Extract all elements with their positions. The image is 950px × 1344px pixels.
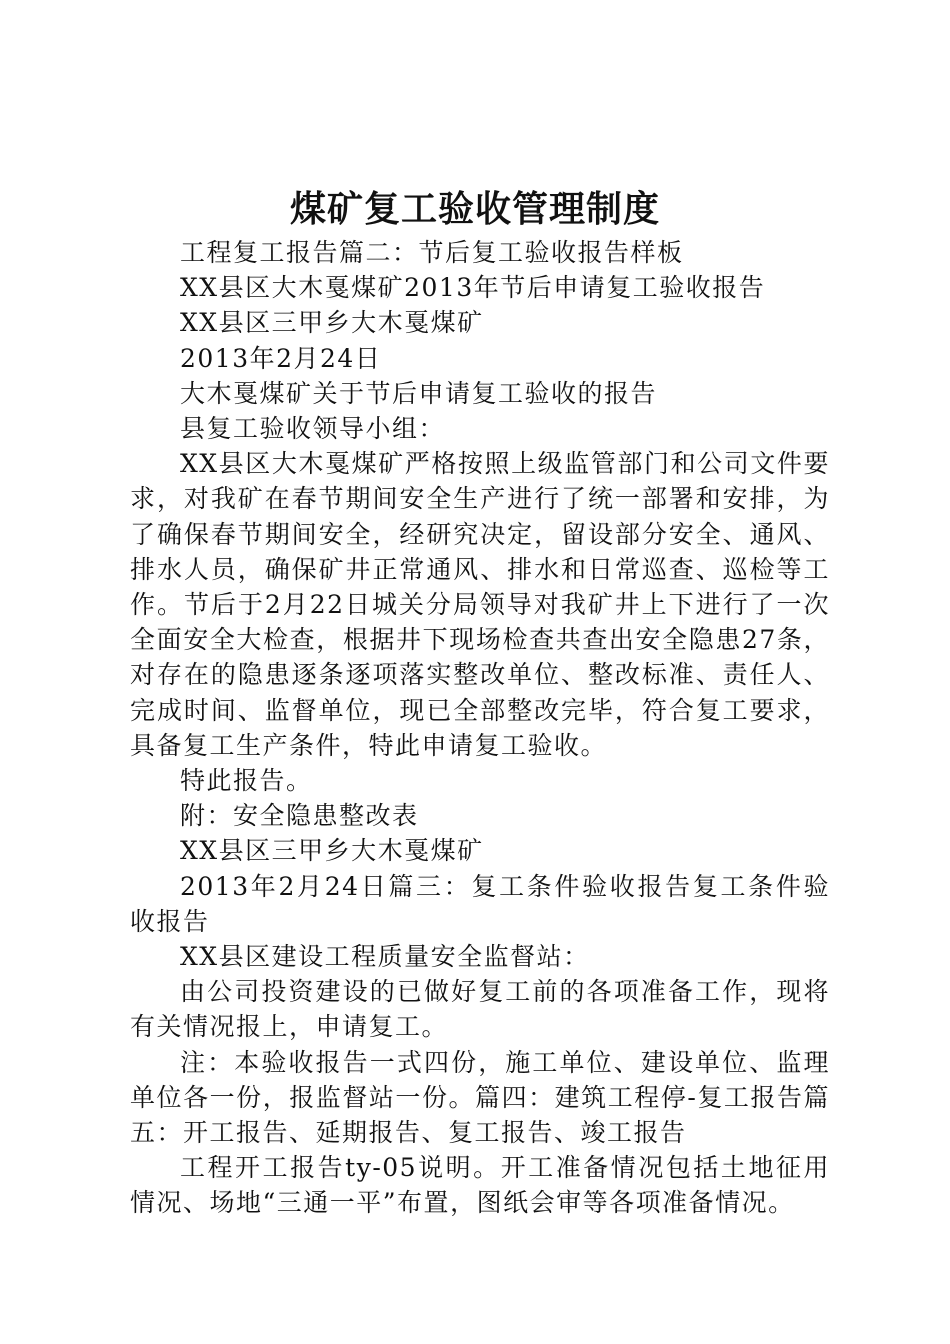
- paragraph: 工程开工报告ty-05说明。开工准备情况包括土地征用情况、场地“三通一平”布置，图纸会审等各项准备情况。: [130, 1153, 830, 1218]
- document-title: 煤矿复工验收管理制度: [289, 188, 660, 230]
- paragraph: XX县区大木戛煤矿严格按照上级监管部门和公司文件要求，对我矿在春节期间安全生产进行了统一部署和安排，为了确保春节期间安全，经研究决定，留设部分安全、通风、排水人员，确保矿井正常通风、排水和日常巡查、巡检等工作。节后于2月22日城关分局领导对我矿井上下进行了一次全面安全大检查，根据井下现场检查共查出安全隐患27条，对存在的隐患逐条逐项落实整改单位、整改标准、责任人、完成时间、监督单位，现已全部整改完毕，符合复工要求，具备复工生产条件，特此申请复工验收。: [130, 449, 830, 760]
- paragraph: 工程复工报告篇二：节后复工验收报告样板: [180, 238, 684, 267]
- paragraph: 特此报告。: [180, 766, 313, 796]
- paragraph: 附：安全隐患整改表: [180, 801, 419, 831]
- paragraph: 2013年2月24日: [180, 343, 382, 373]
- paragraph: XX县区建设工程质量安全监督站：: [180, 942, 590, 972]
- paragraph: XX县区大木戛煤矿2013年节后申请复工验收报告: [180, 273, 766, 303]
- document-body: [130, 235, 830, 1221]
- paragraph: 大木戛煤矿关于节后申请复工验收的报告: [180, 378, 658, 408]
- paragraph: XX县区三甲乡大木戛煤矿: [180, 308, 484, 338]
- paragraph: 注：本验收报告一式四份，施工单位、建设单位、监理单位各一份，报监督站一份。篇四：建筑工程停-复工报告篇五：开工报告、延期报告、复工报告、竣工报告: [130, 1047, 830, 1148]
- paragraph: XX县区三甲乡大木戛煤矿: [180, 836, 484, 866]
- paragraph: 由公司投资建设的已做好复工前的各项准备工作，现将有关情况报上，申请复工。: [130, 977, 830, 1042]
- paragraph: 2013年2月24日篇三：复工条件验收报告复工条件验收报告: [130, 871, 830, 936]
- paragraph: 县复工验收领导小组：: [180, 414, 446, 444]
